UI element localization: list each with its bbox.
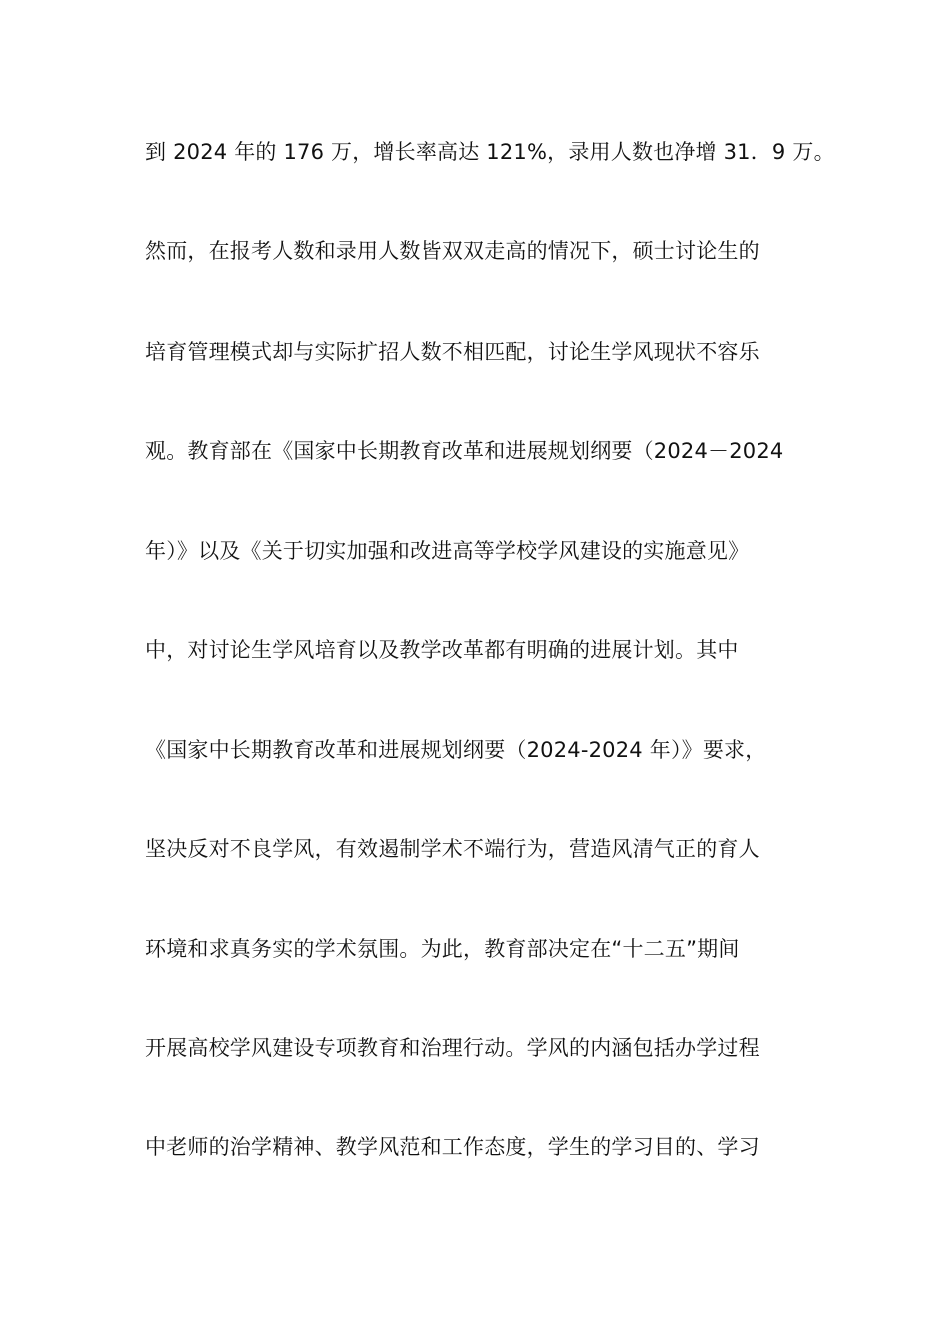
text-line: 到 2024 年的 176 万，增长率高达 121%，录用人数也净增 31．9 万。 (145, 140, 835, 164)
text-line: 中老师的治学精神、教学风范和工作态度，学生的学习目的、学习 (145, 1135, 760, 1159)
text-line: 坚决反对不良学风，有效遏制学术不端行为，营造风清气正的育人 (145, 837, 760, 861)
text-line: 《国家中长期教育改革和进展规划纲要（2024-2024 年）》要求， (145, 738, 767, 762)
text-line: 然而，在报考人数和录用人数皆双双走高的情况下，硕士讨论生的 (145, 239, 760, 263)
text-line: 中，对讨论生学风培育以及教学改革都有明确的进展计划。其中 (145, 638, 739, 662)
text-line: 培育管理模式却与实际扩招人数不相匹配，讨论生学风现状不容乐 (145, 340, 760, 364)
text-line: 开展高校学风建设专项教育和治理行动。学风的内涵包括办学过程 (145, 1036, 760, 1060)
text-line: 环境和求真务实的学术氛围。为此，教育部决定在“十二五”期间 (145, 937, 740, 961)
text-line: 观。教育部在《国家中长期教育改革和进展规划纲要（2024－2024 (145, 439, 784, 463)
text-line: 年）》以及《关于切实加强和改进高等学校学风建设的实施意见》 (145, 539, 750, 563)
